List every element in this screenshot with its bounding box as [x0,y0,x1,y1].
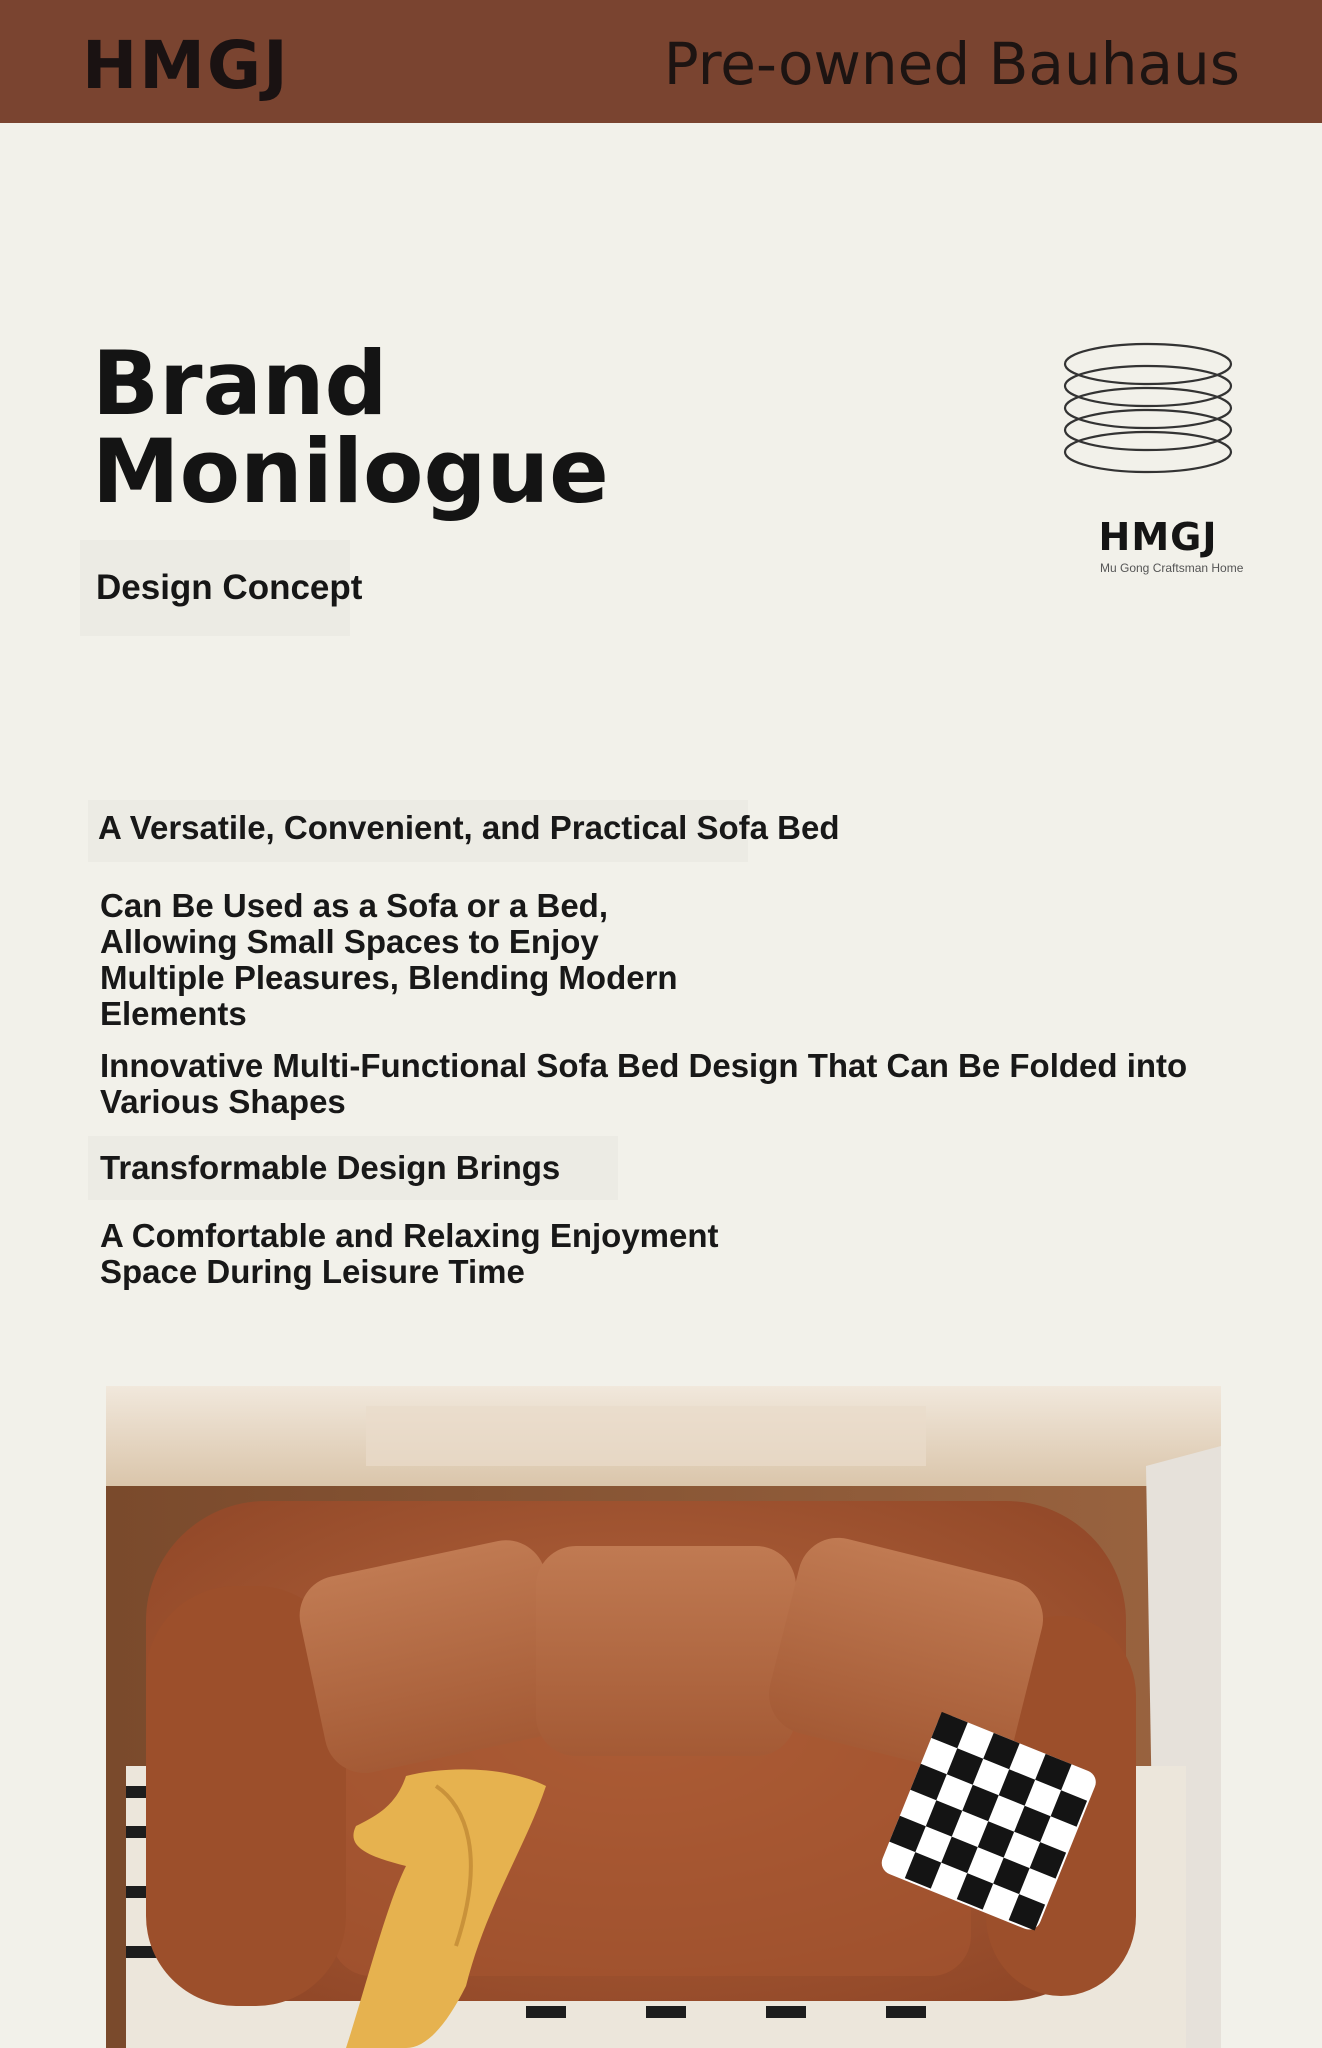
stacked-rings-icon [1060,340,1240,490]
design-concept-label: Design Concept [80,540,350,636]
header-logo-text: HMGJ [82,27,290,104]
page-title-line2: Monilogue [92,420,609,523]
statement-4: Transformable Design Brings [100,1149,561,1186]
sofa-photo [106,1386,1221,2048]
header-tagline: Pre-owned Bauhaus [663,30,1240,98]
header-bar [0,0,1322,123]
sofa-illustration [106,1386,1221,2048]
statement-3: Innovative Multi-Functional Sofa Bed Design That Can Be Folded into Various Shapes [100,1047,1188,1120]
header-logo[interactable] [82,27,290,104]
statement-2: Can Be Used as a Sofa or a Bed, Allowing Small Spaces to Enjoy Multiple Pleasures, Blending Modern Elements [100,887,678,1032]
emblem-subtitle: Mu Gong Craftsman Home [1100,561,1244,575]
emblem-logo: HMGJ [1098,515,1218,559]
statement-1: A Versatile, Convenient, and Practical Sofa Bed [98,809,840,846]
statement-5: A Comfortable and Relaxing Enjoyment Space During Leisure Time [100,1217,719,1290]
page-title-line1: Brand [92,332,388,435]
page-title [92,332,732,523]
